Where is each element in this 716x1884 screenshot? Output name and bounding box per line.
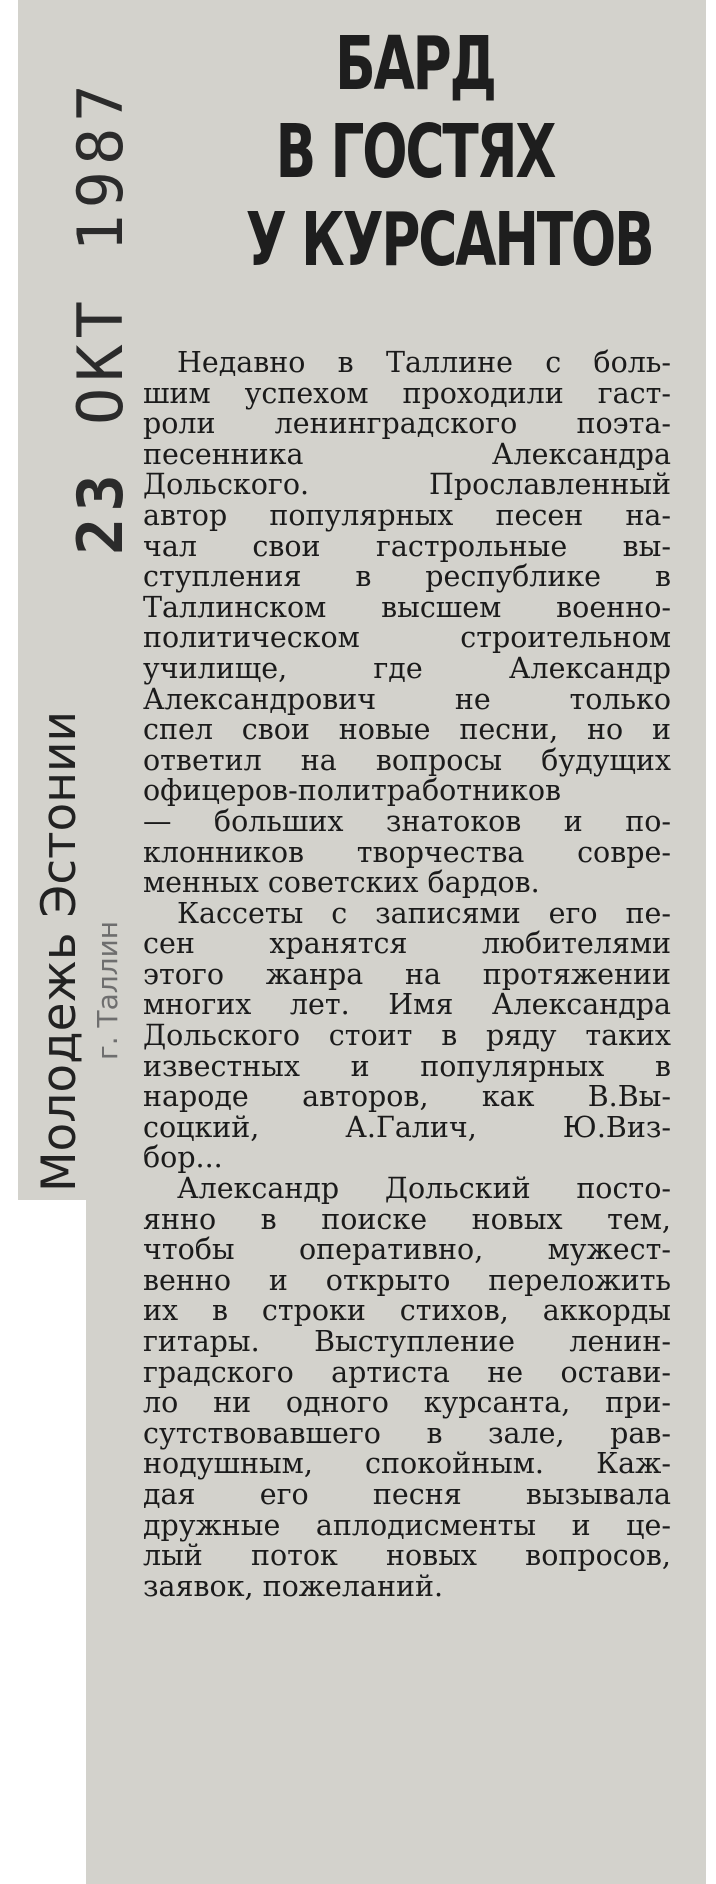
article-line: известных и популярных в — [143, 1049, 671, 1083]
article-line: роли ленинградского поэта- — [143, 407, 671, 441]
article-line: офицеров-политработников — [143, 774, 562, 808]
newspaper-name-stamp: Молодежь Эстонии — [32, 710, 87, 1192]
headline-line: В ГОСТЯХ — [275, 109, 555, 195]
article-headline — [245, 20, 653, 284]
article-line: гитары. Выступление ленин- — [143, 1325, 671, 1358]
article-line: — больших знатоков и по- — [143, 804, 671, 838]
article-line: лый поток новых вопросов, — [143, 1539, 671, 1573]
date-stamp-day: 23 — [64, 468, 137, 555]
article-line: народе авторов, как В.Вы- — [143, 1080, 671, 1114]
article-line: Недавно в Таллине с боль- — [177, 346, 671, 379]
article-line: чал свои гастрольные вы- — [143, 529, 671, 563]
article-line: этого жанра на протяжении — [143, 957, 671, 991]
article-line: заявок, пожеланий. — [143, 1569, 444, 1603]
article-line: песенника Александра — [143, 437, 671, 471]
article-line: бор... — [143, 1141, 223, 1175]
article-line: градского артиста не остави- — [143, 1355, 671, 1389]
article-line: сен хранятся любителями — [143, 927, 671, 961]
article-line: училище, где Александр — [143, 651, 671, 685]
article-line: сутствовавшего в зале, рав- — [143, 1416, 671, 1450]
article-line: менных советских бардов. — [143, 866, 540, 900]
article-line: чтобы оперативно, мужест- — [143, 1233, 671, 1267]
article-line: дружные аплодисменты и це- — [143, 1508, 671, 1542]
article-line: дая его песня вызывала — [143, 1477, 671, 1511]
article-line: клонников творчества совре- — [143, 835, 671, 869]
article-line: многих лет. Имя Александра — [143, 988, 671, 1022]
article-line: ответил на вопросы будущих — [143, 743, 671, 777]
article-line: нодушным, спокойным. Каж- — [143, 1447, 671, 1481]
article-body — [143, 348, 671, 1602]
article-line: ло ни одного курсанта, при- — [143, 1386, 671, 1420]
article-line: автор популярных песен на- — [143, 498, 671, 532]
article-line: Александр Дольский посто- — [177, 1172, 671, 1206]
city-stamp: г. Таллин — [91, 920, 124, 1060]
date-stamp-month: ОКТ — [64, 295, 137, 426]
article-line: Таллинском высшем военно- — [143, 590, 671, 624]
headline-line: БАРД — [335, 21, 495, 107]
article-line: соцкий, А.Галич, Ю.Виз- — [143, 1110, 671, 1144]
article-line: Кассеты с записями его пе- — [177, 896, 671, 930]
article-line: Дольского стоит в ряду таких — [143, 1019, 671, 1053]
article-line: Дольского. Прославленный — [143, 468, 671, 502]
article-line: Александрович не только — [143, 682, 671, 716]
article-line: шим успехом проходили гаст- — [143, 376, 671, 410]
article-line: политическом строительном — [143, 621, 671, 655]
headline-line: У КУРСАНТОВ — [245, 197, 653, 283]
article-line: венно и открыто переложить — [143, 1263, 671, 1297]
date-stamp — [64, 78, 137, 555]
date-stamp-year: 1987 — [64, 78, 137, 252]
article-line: их в строки стихов, аккорды — [143, 1294, 671, 1328]
article-line: спел свои новые песни, но и — [143, 713, 671, 747]
article-line: янно в поиске новых тем, — [143, 1202, 671, 1236]
clipping-cut-edge — [18, 1200, 86, 1884]
article-line: ступления в республике в — [143, 560, 671, 594]
